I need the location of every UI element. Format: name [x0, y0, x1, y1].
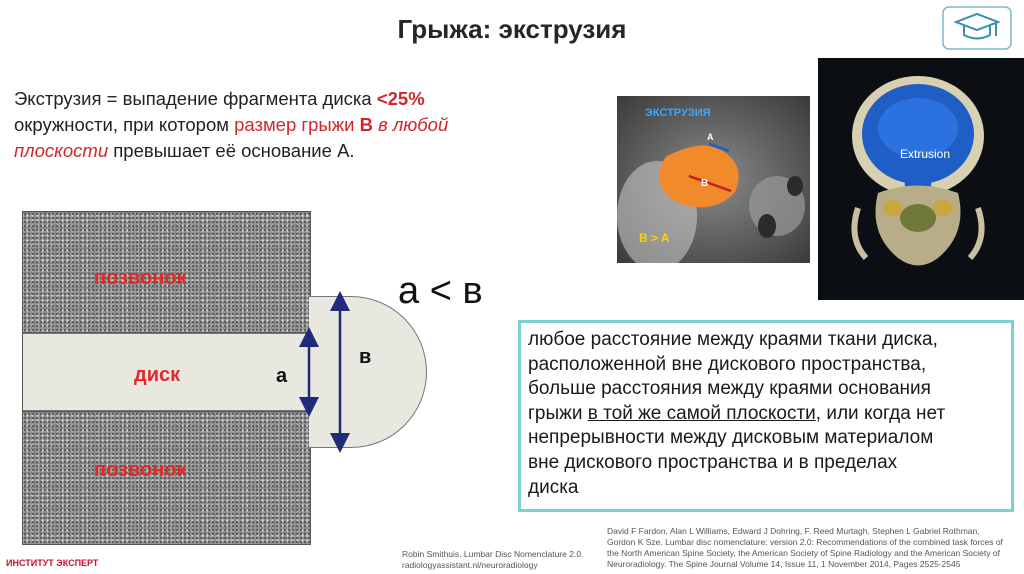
ref2-line-1: David F Fardon, Alan L Williams, Edward J Dohring, F. Reed Murtagh, Stephen L Gabriel Rothman, [607, 526, 980, 536]
graduation-cap-icon [942, 6, 1012, 50]
slide-title: Грыжа: экструзия [397, 14, 627, 44]
def-any-plane: в любой [372, 114, 449, 135]
box-line-4b: , или когда нет [815, 402, 946, 424]
def-plane: плоскости [14, 140, 109, 161]
box-line-4 [528, 402, 1005, 427]
def-b: B [359, 114, 373, 135]
reference-fardon [607, 526, 1017, 570]
box-line-1: любое расстояние между краями ткани диска, [528, 329, 938, 350]
ref1-line-2: radiologyassistant.nl/neuroradiology [402, 560, 538, 570]
mri-label-a: A [707, 132, 714, 142]
mri-label-b: B [701, 178, 709, 189]
box-line-4-underlined: в той же самой плоскости [587, 402, 816, 424]
anatomy-image [818, 58, 1024, 300]
vertebra-bottom-label: позвонок [94, 459, 187, 481]
ref1-line-1: Robin Smithuis. Lumbar Disc Nomenclature 2.0. [402, 549, 584, 559]
ref2-line-4: Neuroradiology. The Spine Journal Volume 14, Issue 11, 1 November 2014, Pages 2525-2545 [607, 559, 961, 569]
mri-label-extrusion: ЭКСТРУЗИЯ [645, 107, 711, 119]
label-a: а [276, 365, 288, 387]
mri-label-b-gt-a: B > A [639, 231, 670, 245]
box-line-2: расположенной вне дискового пространства, [528, 353, 927, 375]
measurement-arrows [22, 211, 452, 551]
mri-image [617, 96, 810, 263]
ref2-line-2: Gordon K Sze. Lumbar disc nomenclature: version 2.0: Recommendations of the combined task forces of [607, 537, 1003, 547]
def-part-2: окружности, при котором [14, 114, 235, 135]
ref2-line-3: the North American Spine Society, the American Society of Spine Radiology and the American Society of [607, 548, 1000, 558]
box-line-5: непрерывности между дисковым материалом [528, 427, 934, 449]
spine-diagram [22, 211, 452, 551]
def-part-1: Экструзия = выпадение фрагмента диска [14, 88, 377, 109]
def-part-3: превышает её основание А. [108, 140, 355, 161]
box-line-7: диска [528, 476, 579, 498]
reference-smithuis [402, 549, 602, 571]
inequality-a-less-b: а < в [398, 270, 483, 312]
anatomy-label-extrusion: Extrusion [900, 147, 951, 161]
def-percent: <25% [376, 88, 425, 109]
label-b: в [359, 346, 372, 368]
vertebra-top-label: позвонок [94, 267, 187, 289]
box-line-3: больше расстояния между краями основания [528, 378, 931, 400]
institute-logo: ИНСТИТУТ ЭКСПЕРТ [6, 558, 99, 568]
box-line-6: вне дискового пространства и в пределах [528, 451, 898, 473]
def-size-red: размер грыжи [234, 114, 360, 135]
extrusion-definition [14, 86, 534, 164]
criteria-box [518, 320, 1014, 512]
box-line-4a: грыжи [528, 402, 588, 424]
disc-label: диск [134, 364, 181, 386]
